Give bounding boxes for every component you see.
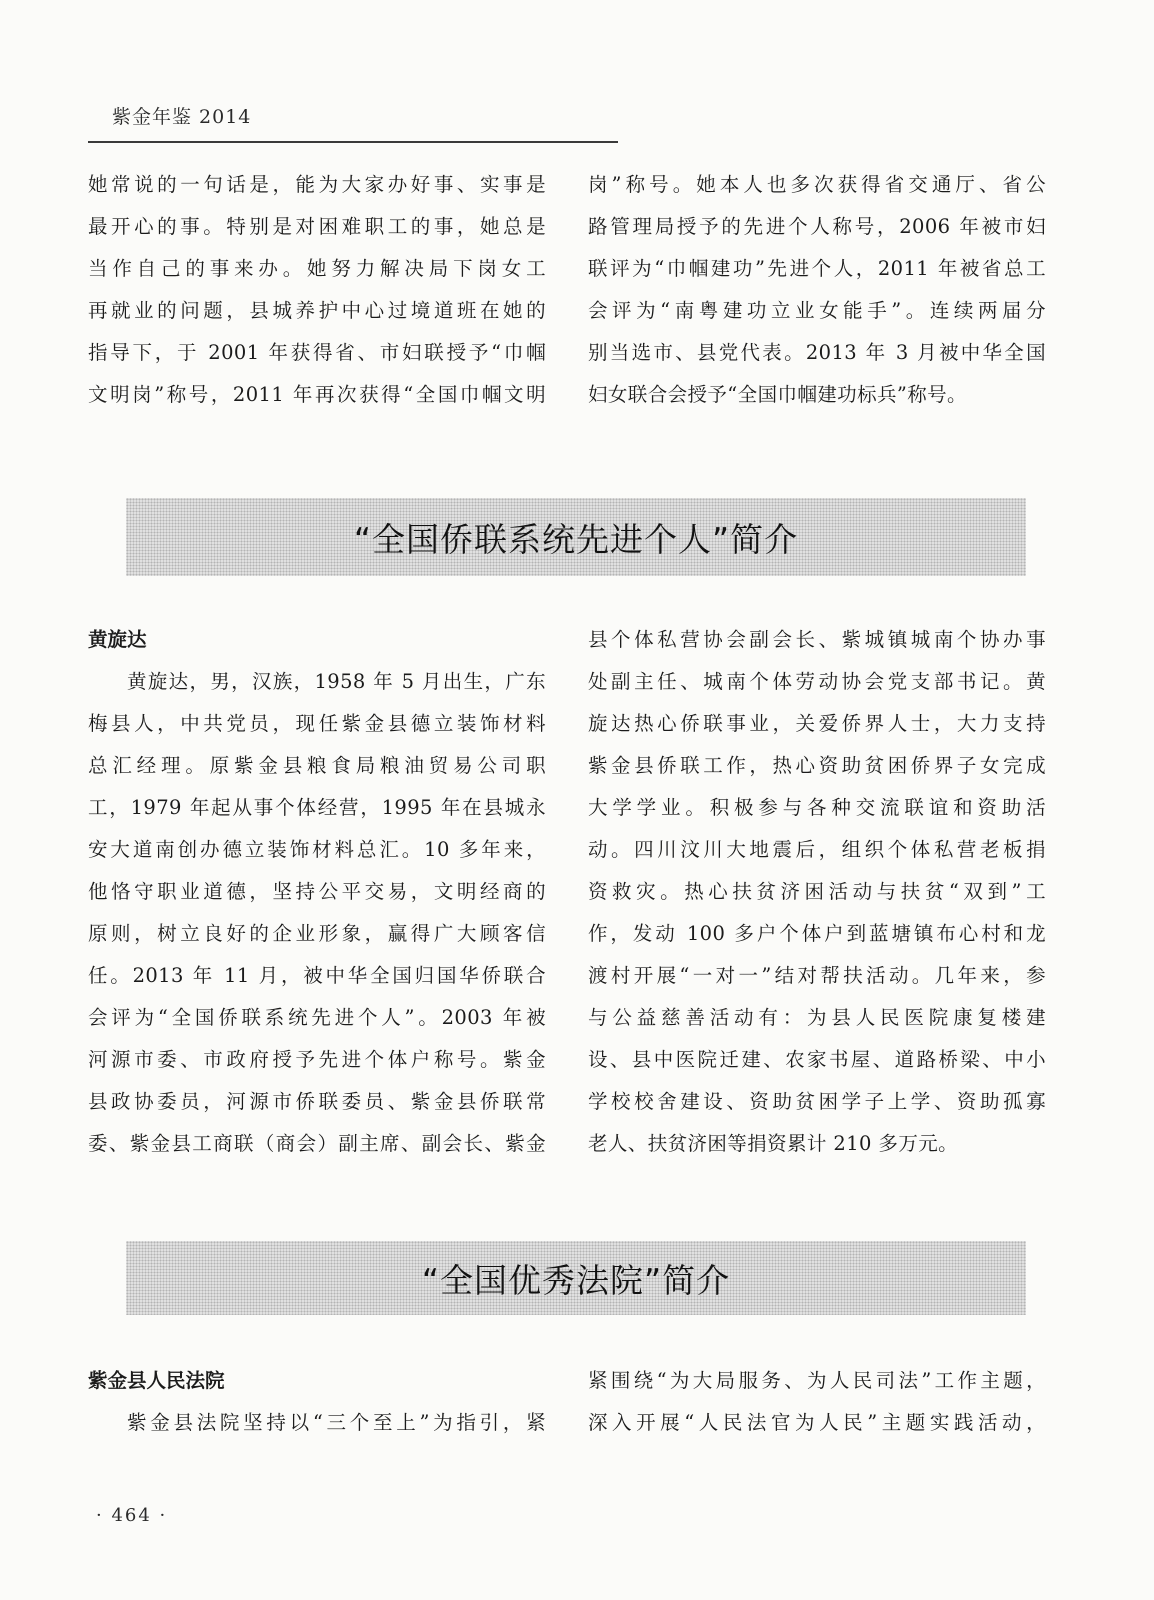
section-title: “全国优秀法院”简介 [421,1260,731,1300]
text-line: 处副主任、城南个体劳动协会党支部书记。黄 [588,670,1046,693]
section1-left-column [88,619,546,1165]
text-line: 学校校舍建设、资助贫困学子上学、资助孤寡 [588,1090,1046,1113]
text-line: 岗”称号。她本人也多次获得省交通厅、省公 [588,173,1046,196]
section2-left-column [88,1360,546,1444]
running-header: 紫金年鉴 2014 [112,106,252,128]
top-right-column [588,164,1046,416]
text-line: 与公益慈善活动有：为县人民医院康复楼建 [588,1006,1046,1029]
text-line: 再就业的问题，县城养护中心过境道班在她的 [88,299,546,322]
text-line: 委、紫金县工商联（商会）副主席、副会长、紫金 [88,1132,546,1155]
text-line: 紫金县侨联工作，热心资助贫困侨界子女完成 [588,754,1046,777]
text-line: 文明岗”称号，2011 年再次获得“全国巾帼文明 [88,383,546,406]
text-line: 梅县人，中共党员，现任紫金县德立装饰材料 [88,712,546,735]
text-line: 总汇经理。原紫金县粮食局粮油贸易公司职 [88,754,546,777]
text-line: 大学学业。积极参与各种交流联谊和资助活 [588,796,1046,819]
text-line: 他恪守职业道德，坚持公平交易，文明经商的 [88,880,546,903]
text-line: 深入开展“人民法官为人民”主题实践活动， [588,1411,1046,1434]
text-line: 她常说的一句话是，能为大家办好事、实事是 [88,173,546,196]
text-line: 会评为“南粤建功立业女能手”。连续两届分 [588,299,1046,322]
text-line: 原则，树立良好的企业形象，赢得广大顾客信 [88,922,546,945]
text-line: 设、县中医院迁建、农家书屋、道路桥梁、中小 [588,1048,1046,1071]
text-line: 任。2013 年 11 月，被中华全国归国华侨联合 [88,964,546,987]
text-line: 渡村开展“一对一”结对帮扶活动。几年来，参 [588,964,1046,987]
page-number: · 464 · [96,1505,168,1526]
text-line: 安大道南创办德立装饰材料总汇。10 多年来， [88,838,546,861]
org-name-heading: 紫金县人民法院 [88,1369,225,1392]
text-line: 老人、扶贫济困等捐资累计 210 多万元。 [588,1132,959,1155]
text-line: 动。四川汶川大地震后，组织个体私营老板捐 [588,838,1046,861]
text-line: 县个体私营协会副会长、紫城镇城南个协办事 [588,628,1046,651]
person-name-heading: 黄旋达 [88,628,147,651]
text-line: 紧围绕“为大局服务、为人民司法”工作主题， [588,1369,1046,1392]
text-line: 黄旋达，男，汉族，1958 年 5 月出生，广东 [127,670,546,693]
section2-right-column [588,1360,1046,1444]
text-line: 旋达热心侨联事业，关爱侨界人士，大力支持 [588,712,1046,735]
text-line: 路管理局授予的先进个人称号，2006 年被市妇 [588,215,1046,238]
section1-right-column [588,619,1046,1165]
top-left-column [88,164,546,416]
text-line: 作，发动 100 多户个体户到蓝塘镇布心村和龙 [588,922,1046,945]
section-banner [126,1241,1026,1315]
text-line: 资救灾。热心扶贫济困活动与扶贫“双到”工 [588,880,1046,903]
text-line: 河源市委、市政府授予先进个体户称号。紫金 [88,1048,546,1071]
text-line: 会评为“全国侨联系统先进个人”。2003 年被 [88,1006,546,1029]
text-line: 最开心的事。特别是对困难职工的事，她总是 [88,215,546,238]
section-banner [126,498,1026,576]
text-line: 工，1979 年起从事个体经营，1995 年在县城永 [88,796,546,819]
text-line: 指导下，于 2001 年获得省、市妇联授予“巾帼 [88,341,546,364]
text-line: 紫金县法院坚持以“三个至上”为指引，紧 [127,1411,546,1434]
text-line: 别当选市、县党代表。2013 年 3 月被中华全国 [588,341,1046,364]
text-line: 联评为“巾帼建功”先进个人，2011 年被省总工 [588,257,1046,280]
text-line: 当作自己的事来办。她努力解决局下岗女工 [88,257,546,280]
text-line: 县政协委员，河源市侨联委员、紫金县侨联常 [88,1090,546,1113]
text-line: 妇女联合会授予“全国巾帼建功标兵”称号。 [588,383,967,406]
section-title: “全国侨联系统先进个人”简介 [353,519,799,559]
header-rule [88,141,618,143]
